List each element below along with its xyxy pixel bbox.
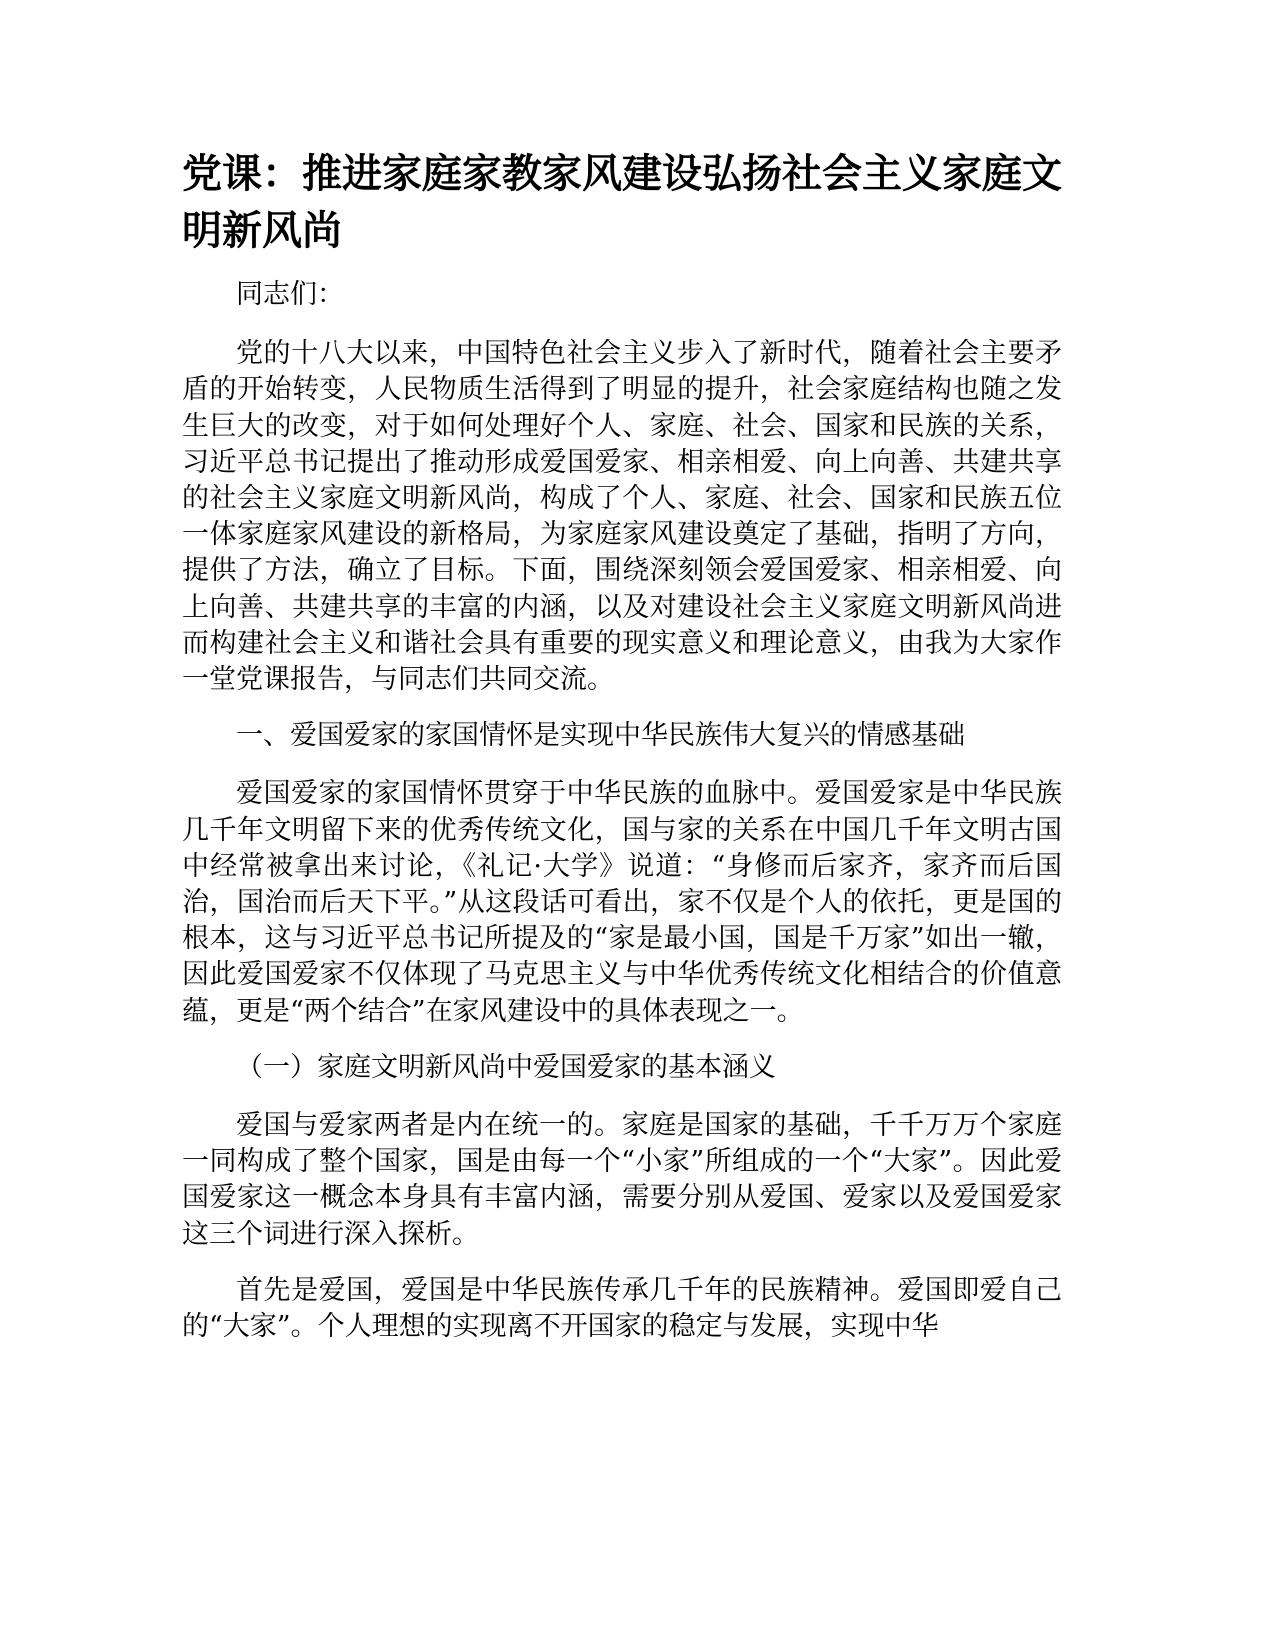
document-body bbox=[182, 146, 1062, 1365]
salutation: 同志们： bbox=[236, 279, 344, 310]
intro-paragraph: 党的十八大以来，中国特色社会主义步入了新时代，随着社会主要矛盾的开始转变，人民物质生活得到了明显的提升，社会家庭结构也随之发生巨大的改变，对于如何处理好个人、家庭、社会、国家和民族的关系，习近平总书记提出了推动形成爱国爱家、相亲相爱、向上向善、共建共享的社会主义家庭文明新风尚，构成了个人、家庭、社会、国家和民族五位一体家庭家风建设的新格局，为家庭家风建设奠定了基础，指明了方向，提供了方法，确立了目标。下面，围绕深刻领会爱国爱家、相亲相爱、向上向善、共建共享的丰富的内涵，以及对建设社会主义家庭文明新风尚进而构建社会主义和谐社会具有重要的现实意义和理论意义，由我为大家作一堂党课报告，与同志们共同交流。 bbox=[182, 338, 1062, 696]
document-title: 党课：推进家庭家教家风建设弘扬社会主义家庭文明新风尚 bbox=[182, 151, 1062, 254]
body-paragraph: 爱国爱家的家国情怀贯穿于中华民族的血脉中。爱国爱家是中华民族几千年文明留下来的优秀传统文化，国与家的关系在中国几千年文明古国中经常被拿出来讨论，《礼记·大学》说道：“身修而后家齐，家齐而后国治，国治而后天下平。”从这段话可看出，家不仅是个人的依托，更是国的根本，这与习近平总书记所提及的“家是最小国，国是千万家”如出一辙，因此爱国爱家不仅体现了马克思主义与中华优秀传统文化相结合的价值意蕴，更是“两个结合”在家风建设中的具体表现之一。 bbox=[182, 778, 1062, 1027]
section-heading-1: 一、爱国爱家的家国情怀是实现中华民族伟大复兴的情感基础 bbox=[236, 720, 965, 752]
body-paragraph: 首先是爱国，爱国是中华民族传承几千年的民族精神。爱国即爱自己的“大家”。个人理想的实现离不开国家的稳定与发展，实现中华 bbox=[182, 1274, 1062, 1343]
body-paragraph: 爱国与爱家两者是内在统一的。家庭是国家的基础，千千万万个家庭一同构成了整个国家，国是由每一个“小家”所组成的一个“大家”。因此爱国爱家这一概念本身具有丰富内涵，需要分别从爱国、爱家以及爱国爱家这三个词进行深入探析。 bbox=[182, 1110, 1062, 1250]
subsection-heading-1: （一）家庭文明新风尚中爱国爱家的基本涵义 bbox=[236, 1051, 776, 1083]
